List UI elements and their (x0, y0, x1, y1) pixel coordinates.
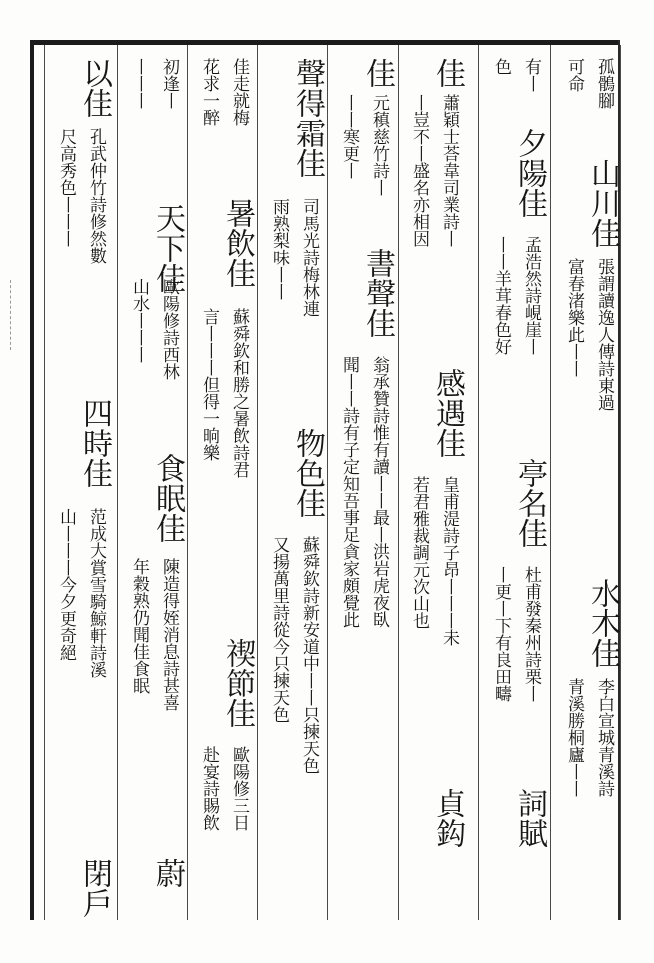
annotation-left: 言丨丨丨但得一晌樂 (199, 308, 219, 461)
annotation-right: 孔武仲竹詩修然數 (86, 128, 106, 264)
heading-term: 天下佳 (150, 203, 185, 293)
annotation-left: 聞丨丨詩有子定知吾事足貪家頗覺此 (339, 356, 359, 628)
annotation-left: 青溪勝桐廬丨丨 (564, 678, 584, 797)
annotation-left: 尺高秀色丨丨丨 (56, 128, 76, 247)
heading-term: 詞賦 (512, 788, 547, 848)
annotation-right: 翁承贊詩惟有讀丨丨最丨洪岩虎夜臥 (369, 356, 389, 628)
heading-term: 貞鈎 (430, 788, 465, 848)
column-rule (44, 45, 45, 920)
frame-left-border (30, 40, 34, 920)
text-column (560, 58, 622, 920)
heading-term: 佳 (360, 58, 395, 88)
column-rule (187, 45, 188, 920)
frame-top-border (30, 40, 620, 45)
annotation-left: 山水丨丨丨 (129, 278, 149, 363)
heading-term: 亭名佳 (512, 458, 547, 548)
annotation-left: 丨豈不丨盛名亦相因 (409, 94, 429, 247)
annotation-left: 山丨丨丨今夕更奇絕 (56, 508, 76, 661)
annotation-right: 張謂讀逸人傳詩東過 (594, 258, 614, 411)
column-rule (620, 45, 621, 920)
column-rule (398, 45, 399, 920)
heading-term: 夕陽佳 (512, 128, 547, 218)
annotation-left: 可命 (564, 58, 584, 92)
annotation-right: 司馬光詩梅林連 (299, 198, 319, 317)
annotation-left: 年穀熟仍聞佳食眠 (129, 558, 149, 694)
annotation-left: 丨丨羊茸春色好 (491, 236, 511, 355)
annotation-right: 元稹慈竹詩丨 (369, 94, 389, 196)
heading-term: 四時佳 (77, 398, 112, 488)
binding-edge (0, 280, 11, 350)
annotation-right: 歐陽修三日 (229, 746, 249, 831)
text-column (335, 58, 397, 920)
annotation-left: 雨熟梨味丨丨 (269, 198, 289, 300)
annotation-right: 蕭穎士荅韋司業詩丨 (439, 94, 459, 247)
heading-term: 感遇佳 (430, 368, 465, 458)
heading-term: 物色佳 (290, 428, 325, 518)
annotation-right: 佳走就梅 (229, 58, 249, 126)
annotation-left: 花求一醉 (199, 58, 219, 126)
heading-term: 閉戶 (77, 858, 112, 918)
text-column (487, 58, 549, 920)
heading-term: 書聲佳 (360, 248, 395, 338)
column-rule (257, 45, 258, 920)
annotation-left: 色 (491, 58, 511, 75)
heading-term: 得霜佳 (290, 88, 325, 178)
annotation-left: 丨丨丨 (129, 58, 149, 109)
text-column (195, 58, 257, 920)
text-column (405, 58, 467, 920)
heading-term: 食眠佳 (150, 453, 185, 543)
annotation-left: 赴宴詩賜飲 (199, 746, 219, 831)
annotation-left: 富春渚樂此丨丨 (564, 258, 584, 377)
annotation-right: 歐陽修詩西林 (159, 278, 179, 380)
annotation-right: 蘇舜欽詩新安道中丨丨只揀天色 (299, 536, 319, 774)
heading-term: 蔚 (150, 858, 185, 888)
column-rule (478, 45, 479, 920)
annotation-right: 蘇舜欽和勝之暑飲詩君 (229, 308, 249, 478)
annotation-right: 范成大賞雪騎鯨軒詩溪 (86, 508, 106, 678)
text-column (52, 58, 114, 920)
annotation-right: 初逢丨 (159, 58, 179, 109)
heading-term: 水木佳 (585, 578, 620, 668)
annotation-right: 孟浩然詩峴崖丨 (521, 236, 541, 355)
column-rule (550, 45, 551, 920)
heading-term: 以佳 (77, 58, 112, 118)
annotation-right: 陳造得姪消息詩甚喜 (159, 558, 179, 711)
annotation-left: 又揚萬里詩從今只揀天色 (269, 536, 289, 723)
annotation-left: 丨更丨下有良田疇 (491, 566, 511, 702)
annotation-right: 皇甫湜詩子昂丨丨丨未 (439, 476, 459, 646)
heading-term: 佳 (430, 58, 465, 88)
annotation-right: 孤鶻腳 (594, 58, 614, 109)
annotation-left: 丨丨寒更丨 (339, 94, 359, 179)
heading-term: 山川佳 (585, 158, 620, 248)
annotation-right: 杜甫發秦州詩栗丨 (521, 566, 541, 702)
heading-term: 暑飲佳 (220, 198, 255, 288)
annotation-left: 若君雅裁調元次山也 (409, 476, 429, 629)
column-rule (117, 45, 118, 920)
text-column (125, 58, 187, 920)
annotation-right: 有丨 (521, 58, 541, 92)
annotation-right: 李白宣城青溪詩 (594, 678, 614, 797)
column-rule (327, 45, 328, 920)
heading-term: 聲 (290, 58, 325, 88)
text-column (265, 58, 327, 920)
heading-term: 禊節佳 (220, 638, 255, 728)
